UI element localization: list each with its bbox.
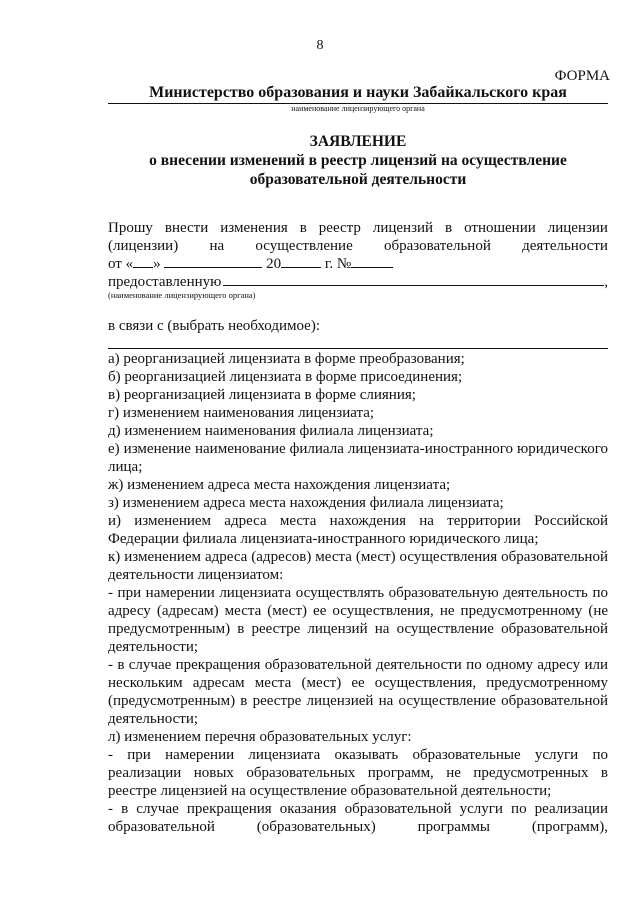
ministry-name: Министерство образования и науки Забайкальского края [149, 84, 567, 101]
request-line-1 [108, 219, 608, 237]
request-line-2-word: образовательной [383, 238, 491, 254]
reason-label: в связи с (выбрать необходимое): [108, 318, 320, 334]
reason-divider [108, 348, 608, 349]
request-line-2 [108, 237, 608, 255]
form-label: ФОРМА [554, 68, 610, 84]
reason-item[interactable]: к) изменением адреса (адресов) места (мест) осуществления образовательной деятельности лицензиатом: [108, 549, 608, 583]
day-field[interactable] [133, 255, 153, 268]
license-number-field[interactable] [351, 255, 393, 268]
request-line-1-word: в [299, 220, 307, 236]
reason-item[interactable]: е) изменение наименование филиала лицензиата-иностранного юридического лица; [108, 441, 608, 475]
request-line-2-word: (лицензии) [108, 238, 179, 254]
provided-line [108, 273, 608, 291]
licensing-body-field[interactable] [223, 273, 604, 286]
reason-item[interactable]: г) изменением наименования лицензиата; [108, 405, 375, 421]
request-line-1-word: Прошу [108, 220, 153, 236]
request-line-1-word: изменения [220, 220, 288, 236]
reason-item[interactable]: б) реорганизацией лицензиата в форме присоединения; [108, 369, 463, 385]
request-line-2-word: осуществление [255, 238, 353, 254]
request-line-2-word: на [209, 238, 225, 254]
reason-item[interactable]: - в случае прекращения оказания образовательной услуги по реализации образовательной (образовательных) программы (программ), [108, 801, 608, 835]
document-subtitle-line-2: образовательной деятельности [249, 171, 467, 188]
year-field[interactable] [281, 255, 321, 268]
provided-label: предоставленную [108, 274, 222, 290]
reason-item[interactable]: а) реорганизацией лицензиата в форме преобразования; [108, 351, 465, 367]
request-line-1-word: внести [164, 220, 209, 236]
ministry-caption: наименование лицензирующего органа [291, 104, 425, 113]
document-subtitle-line-1: о внесении изменений в реестр лицензий на осуществление [149, 152, 567, 169]
page-number: 8 [316, 38, 324, 53]
document-title: ЗАЯВЛЕНИЕ [309, 133, 407, 150]
reason-item[interactable]: - при намерении лицензиата оказывать образовательные услуги по реализации новых образовательных программ, не предусмотренных в реестре лицензией на осуществление образовательной деятельности; [108, 747, 608, 799]
reason-item[interactable]: - в случае прекращения образовательной деятельности по одному адресу или нескольким адресам места (мест) ее осуществления, предусмотренному (предусмотренным) в реестре лицензией на осуществление образовательной деятельности; [108, 657, 608, 727]
reason-list [108, 350, 608, 836]
reason-item[interactable]: и) изменением адреса места нахождения на территории Российской Федерации филиала лицензиата-иностранного юридического лица; [108, 513, 608, 547]
reason-item[interactable]: л) изменением перечня образовательных услуг: [108, 729, 412, 745]
reason-item[interactable]: - при намерении лицензиата осуществлять образовательную деятельность по адресу (адресам) места (мест) ее осуществления, не предусмотренному (не предусмотренным) в реестре лицензий на осуществление образовательной деятельности; [108, 585, 608, 655]
year-prefix: 20 [266, 256, 282, 272]
request-line-1-word: лицензий [372, 220, 434, 236]
reason-item[interactable]: д) изменением наименования филиала лицензиата; [108, 423, 434, 439]
number-prefix: г. № [324, 256, 352, 272]
month-field[interactable] [164, 255, 262, 268]
date-prefix: от « [108, 256, 134, 272]
reason-item[interactable]: ж) изменением адреса места нахождения лицензиата; [108, 477, 451, 493]
request-line-1-word: отношении [464, 220, 536, 236]
request-line-1-word: в [445, 220, 453, 236]
provided-comma: , [604, 274, 608, 290]
reason-item[interactable]: з) изменением адреса места нахождения филиала лицензиата; [108, 495, 504, 511]
date-mid: » [153, 256, 161, 272]
reason-item[interactable]: в) реорганизацией лицензиата в форме слияния; [108, 387, 416, 403]
request-line-2-word: деятельности [522, 238, 608, 254]
date-number-line [108, 255, 608, 273]
request-paragraph [108, 219, 608, 291]
request-line-1-word: лицензии [547, 220, 608, 236]
request-line-1-word: реестр [318, 220, 361, 236]
licensing-body-caption: (наименование лицензирующего органа) [108, 290, 256, 300]
